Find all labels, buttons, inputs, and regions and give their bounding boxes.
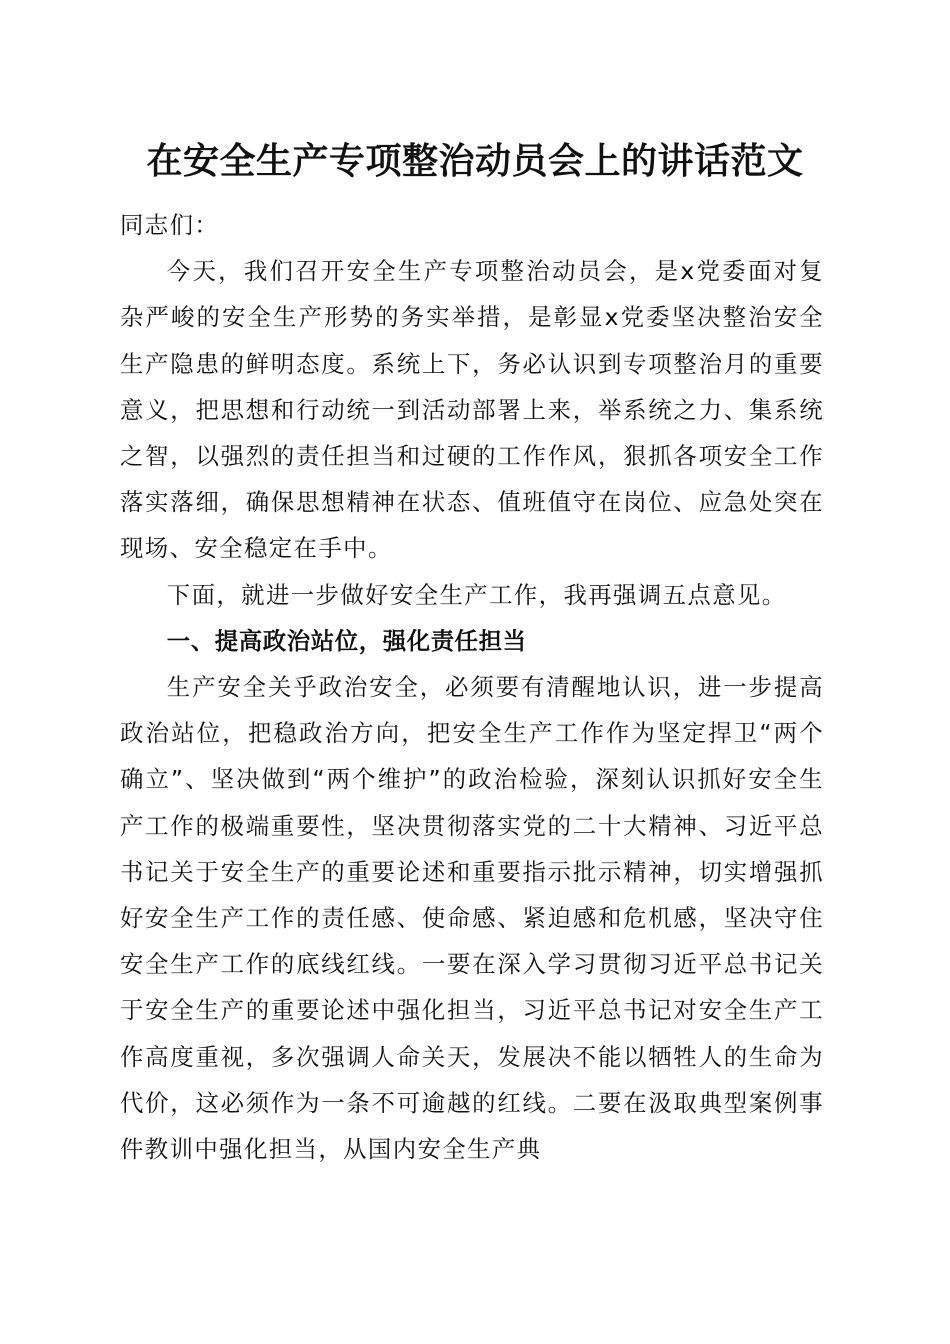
document-body	[120, 202, 824, 1172]
paragraph-intro-points: 下面，就进一步做好安全生产工作，我再强调五点意见。	[166, 580, 787, 609]
salutation: 同志们：	[120, 211, 220, 239]
section-heading-1: 一、提高政治站位，强化责任担当	[166, 626, 527, 655]
paragraph-section-1: 生产安全关乎政治安全，必须要有清醒地认识，进一步提高政治站位，把稳政治方向，把安全生产工作作为坚定捍卫“两个确立”、坚决做到“两个维护”的政治检验，深刻认识抓好安全生产工作的极端重要性，坚决贯彻落实党的二十大精神、习近平总书记关于安全生产的重要论述和重要指示批示精神，切实增强抓好安全生产工作的责任感、使命感、紧迫感和危机感，坚决守住安全生产工作的底线红线。一要在深入学习贯彻习近平总书记关于安全生产的重要论述中强化担当，习近平总书记对安全生产工作高度重视，多次强调人命关天，发展决不能以牺牲人的生命为代价，这必须作为一条不可逾越的红线。二要在汲取典型案例事件教训中强化担当，从国内安全生产典	[120, 673, 824, 1164]
paragraph-opening: 今天，我们召开安全生产专项整治动员会，是x党委面对复杂严峻的安全生产形势的务实举措，是彰显x党委坚决整治安全生产隐患的鲜明态度。系统上下，务必认识到专项整治月的重要意义，把思想和行动统一到活动部署上来，举系统之力、集系统之智，以强烈的责任担当和过硬的工作作风，狠抓各项安全工作落实落细，确保思想精神在状态、值班值守在岗位、应急处突在现场、安全稳定在手中。	[120, 257, 824, 563]
document-title: 在安全生产专项整治动员会上的讲话范文	[146, 140, 804, 182]
